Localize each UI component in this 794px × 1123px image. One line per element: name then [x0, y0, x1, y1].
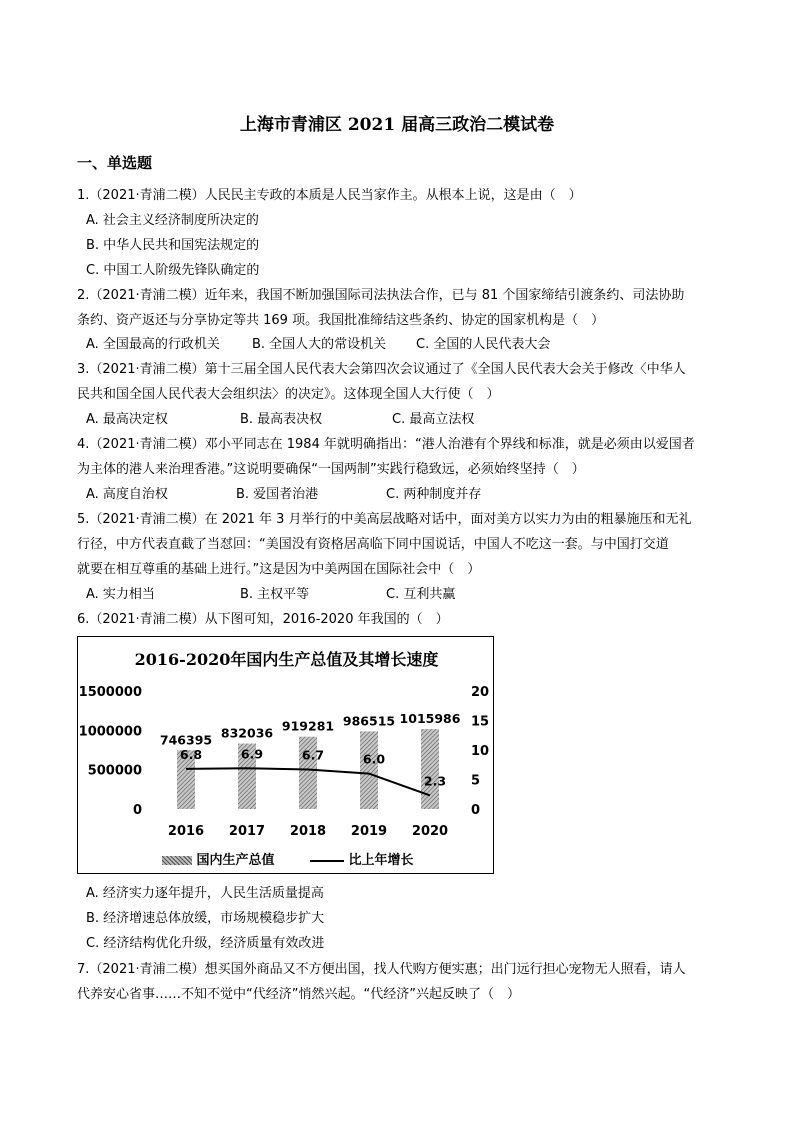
growth-label-2017: 6.9: [240, 746, 264, 762]
gdp-bar-label-2020: 1015986: [399, 711, 461, 727]
q7-stem-line1: 7.（2021·青浦二模）想买国外商品又不方便出国，找人代购方便实惠；出门远行担心宠物无人照看，请人: [77, 962, 686, 977]
q6-option-a: A. 经济实力逐年提升，人民生活质量提高: [86, 886, 324, 901]
q1-option-b: B. 中华人民共和国宪法规定的: [86, 238, 260, 253]
chart-title: 2016-2020年国内生产总值及其增长速度: [134, 650, 439, 669]
gdp-bar-label-2016: 746395: [159, 732, 213, 748]
growth-label-2020: 2.3: [423, 773, 447, 789]
y-right-tick-0: 0: [471, 803, 481, 818]
q2-option-c: C. 全国的人民代表大会: [416, 337, 551, 352]
q4-option-b: B. 爱国者治港: [236, 487, 319, 502]
q7-stem-line2: 代养安心省事……不知不觉中“代经济”悄然兴起。“代经济”兴起反映了（ ）: [77, 987, 520, 1002]
q6-option-c: C. 经济结构优化升级，经济质量有效改进: [86, 936, 325, 951]
q5-option-b: B. 主权平等: [240, 587, 310, 602]
q1-stem: 1.（2021·青浦二模）人民民主专政的本质是人民当家作主。从根本上说，这是由（ ）: [77, 188, 582, 203]
legend-line-swatch: [310, 860, 344, 862]
legend-line-label: 比上年增长: [348, 853, 414, 868]
gdp-chart: [77, 636, 494, 874]
q2-option-a: A. 全国最高的行政机关: [86, 337, 220, 352]
y-right-tick-3: 15: [471, 714, 490, 730]
q5-stem-line3: 就要在相互尊重的基础上进行。”这是因为中美两国在国际社会中（ ）: [77, 562, 481, 577]
section-heading: 一、单选题: [77, 154, 153, 172]
y-left-tick-1: 500000: [87, 763, 142, 779]
q1-option-c: C. 中国工人阶级先锋队确定的: [86, 263, 260, 278]
x-tick-2017: 2017: [228, 824, 266, 839]
chart-plot: [78, 637, 495, 875]
q2-stem-line1: 2.（2021·青浦二模）近年来，我国不断加强国际司法执法合作，已与 81 个国家缔结引渡条约、司法协助: [77, 288, 685, 303]
q4-option-a: A. 高度自治权: [86, 487, 168, 502]
x-tick-2016: 2016: [167, 824, 205, 839]
q5-option-a: A. 实力相当: [86, 587, 155, 602]
q4-stem-line2: 为主体的港人来治理香港。”这说明要确保“一国两制”实践行稳致远，必须始终坚持（ ）: [77, 462, 585, 477]
q3-stem-line2: 民共和国全国人民代表大会组织法〉的决定》。这体现全国人大行使（ ）: [77, 387, 500, 402]
gdp-bar-2019: [360, 731, 378, 809]
q3-option-c: C. 最高立法权: [392, 412, 475, 427]
y-left-tick-3: 1500000: [78, 685, 142, 700]
q5-stem-line2: 行径，中方代表直截了当怼回：“美国没有资格居高临下同中国说话，中国人不吃这一套。与中国打交道: [77, 537, 669, 552]
q6-option-b: B. 经济增速总体放缓，市场规模稳步扩大: [86, 911, 325, 926]
q4-stem-line1: 4.（2021·青浦二模）邓小平同志在 1984 年就明确指出：“港人治港有个界线和标准，就是必须由以爱国者: [77, 437, 695, 452]
q6-stem: 6.（2021·青浦二模）从下图可知，2016-2020 年我国的（ ）: [77, 612, 449, 627]
q1-option-a: A. 社会主义经济制度所决定的: [86, 213, 259, 228]
y-left-tick-0: 0: [132, 803, 142, 818]
legend-line-item: [310, 849, 414, 868]
growth-label-2019: 6.0: [362, 751, 386, 767]
y-right-tick-2: 10: [471, 744, 490, 759]
gdp-bar-label-2018: 919281: [281, 718, 335, 734]
q2-option-b: B. 全国人大的常设机关: [252, 337, 387, 352]
q3-option-b: B. 最高表决权: [240, 412, 323, 427]
growth-label-2016: 6.8: [179, 746, 203, 762]
q5-stem-line1: 5.（2021·青浦二模）在 2021 年 3 月举行的中美高层战略对话中，面对美方以实力为由的粗暴施压和无礼: [77, 512, 692, 527]
q4-option-c: C. 两种制度并存: [386, 487, 482, 502]
y-right-tick-4: 20: [471, 685, 490, 700]
q3-option-a: A. 最高决定权: [86, 412, 168, 427]
q5-option-c: C. 互利共赢: [386, 587, 456, 602]
gdp-bar-2020: [421, 729, 439, 809]
x-tick-2018: 2018: [289, 824, 327, 839]
x-tick-2019: 2019: [350, 824, 388, 839]
y-right-tick-1: 5: [471, 773, 481, 789]
q2-stem-line2: 条约、资产返还与分享协定等共 169 项。我国批准缔结这些条约、协定的国家机构是（ ）: [77, 313, 605, 328]
legend-bar-label: 国内生产总值: [196, 853, 275, 868]
legend-bar-swatch: [162, 856, 192, 865]
exam-title: 上海市青浦区 2021 届高三政治二模试卷: [239, 115, 555, 135]
q3-stem-line1: 3.（2021·青浦二模）第十三届全国人民代表大会第四次会议通过了《全国人民代表大会关于修改〈中华人: [77, 362, 686, 377]
gdp-bar-label-2017: 832036: [220, 725, 274, 741]
x-tick-2020: 2020: [411, 824, 449, 839]
legend-bar-item: [162, 849, 275, 868]
y-left-tick-2: 1000000: [78, 724, 142, 740]
growth-label-2018: 6.7: [301, 747, 325, 763]
gdp-bar-label-2019: 986515: [342, 713, 396, 729]
